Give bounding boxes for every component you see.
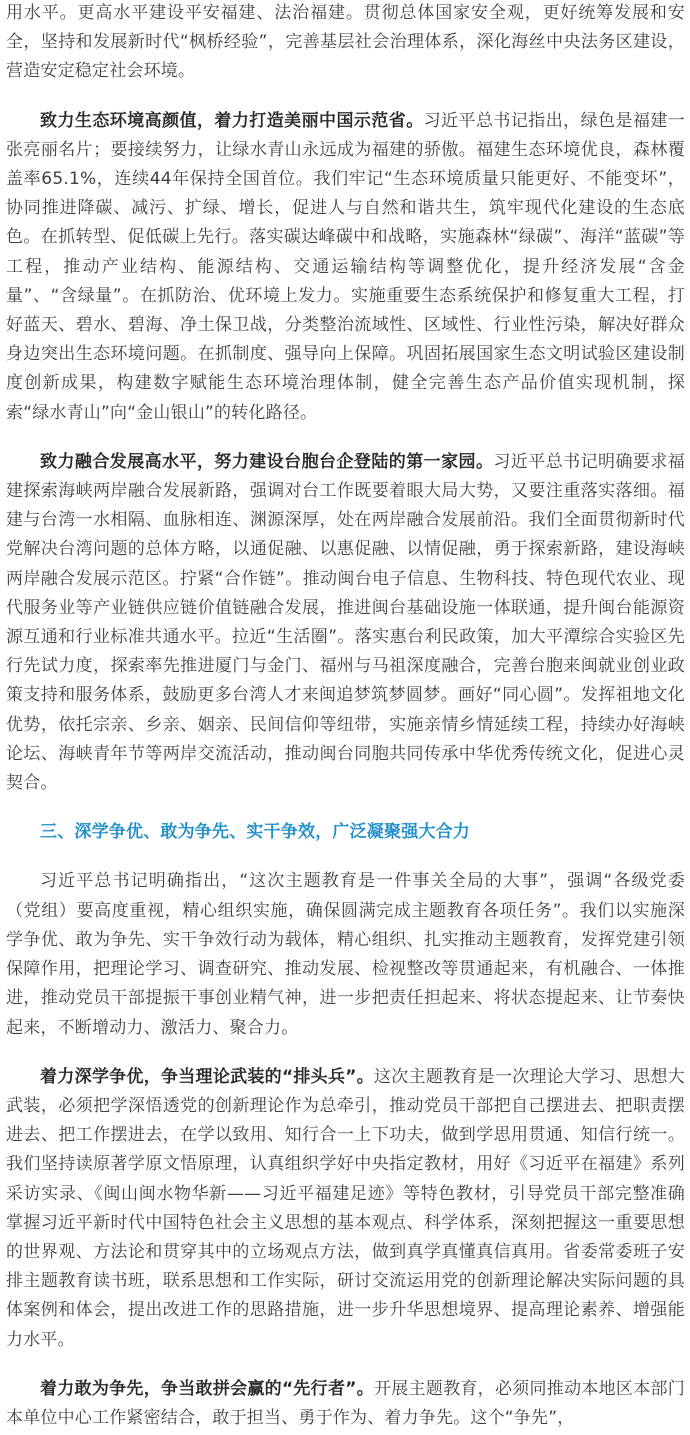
paragraph-integration [6, 448, 685, 798]
paragraph-gap [6, 87, 685, 107]
paragraph-lead: 致力生态环境高颜值，着力打造美丽中国示范省。 [40, 110, 424, 131]
paragraph-deep-study [6, 1063, 685, 1355]
paragraph-lead: 着力敢为争先，争当敢拼会赢的“先行者”。 [40, 1378, 374, 1399]
paragraph-text: 习近平总书记明确要求福建探索海峡两岸融合发展新路，强调对台工作既要着眼大局大势，又要注重落实落细。福建与台湾一水相隔、血脉相连、渊源深厚，处在两岸融合发展前沿。我们全面贯彻新时代党解决台湾问题的总体方略，以通促融、以惠促融、以情促融，勇于探索新路，建设海峡两岸融合发展示范区。拧紧“合作链”。推动闽台电子信息、生物科技、特色现代农业、现代服务业等产业链供应链价值链融合发展，推进闽台基础设施一体联通，提升闽台能源资源互通和行业标准共通水平。拉近“生活圈”。落实惠台利民政策，加大平潭综合实验区先行先试力度，探索率先推进厦门与金门、福州与马祖深度融合，完善台胞来闽就业创业政策支持和服务体系，鼓励更多台湾人才来闽追梦筑梦圆梦。画好“同心圆”。发挥祖地文化优势，依托宗亲、乡亲、姻亲、民间信仰等纽带，实施亲情乡情延续工程，持续办好海峡论坛、海峡青年节等两岸交流活动，推动闽台同胞共同传承中华优秀传统文化，促进心灵契合。 [6, 451, 685, 794]
paragraph-lead: 致力融合发展高水平，努力建设台胞台企登陆的第一家园。 [40, 451, 494, 472]
section-heading: 三、深学争优、敢为争先、实干争效，广泛凝聚强大合力 [40, 822, 470, 843]
paragraph-gap [6, 847, 685, 867]
paragraph-rule-of-law [6, 0, 685, 87]
paragraph-text: 用水平。更高水平建设平安福建、法治福建。贯彻总体国家安全观，更好统筹发展和安全，坚持和发展新时代“枫桥经验”，完善基层社会治理体系，深化海丝中央法务区建设，营造安定稳定社会环境。 [6, 3, 685, 82]
paragraph-text: 这次主题教育是一次理论大学习、思想大武装，必须把学深悟透党的创新理论作为总牵引，推动党员干部把自己摆进去、把职责摆进去、把工作摆进去，在学以致用、知行合一上下功夫，做到学思用贯通、知信行统一。我们坚持读原著学原文悟原理，认真组织学好中央指定教材，用好《习近平在福建》系列采访实录、《闽山闽水物华新——习近平福建足迹》等特色教材，引导党员干部完整准确掌握习近平新时代中国特色社会主义思想的基本观点、科学体系，深刻把握这一重要思想的世界观、方法论和贯穿其中的立场观点方法，做到真学真懂真信真用。省委常委班子安排主题教育读书班，联系思想和工作实际，研讨交流运用党的创新理论解决实际问题的具体案例和体会，提出改进工作的思路措施，进一步升华思想境界、提高理论素养、增强能力水平。 [6, 1066, 685, 1350]
paragraph-gap [6, 798, 685, 818]
paragraph-gap [6, 1043, 685, 1063]
paragraph-gap [6, 1355, 685, 1375]
paragraph-ecology [6, 107, 685, 428]
paragraph-theme-education [6, 867, 685, 1042]
paragraph-dare-to-lead [6, 1375, 685, 1433]
paragraph-gap [6, 428, 685, 448]
paragraph-text: 开展主题教育，必须同推动本地区本部门本单位中心工作紧密结合，敢于担当、勇于作为、着力争先。这个“争先”， [6, 1378, 685, 1428]
paragraph-text: 习近平总书记指出，绿色是福建一张亮丽名片；要接续努力，让绿水青山永远成为福建的骄傲。福建生态环境优良，森林覆盖率65.1%，连续44年保持全国首位。我们牢记“生态环境质量只能更好、不能变坏”，协同推进降碳、减污、扩绿、增长，促进人与自然和谐共生，筑牢现代化建设的生态底色。在抓转型、促低碳上先行。落实碳达峰碳中和战略，实施森林“绿碳”、海洋“蓝碳”等工程，推动产业结构、能源结构、交通运输结构等调整优化，提升经济发展“含金量”、“含绿量”。在抓防治、优环境上发力。实施重要生态系统保护和修复重大工程，打好蓝天、碧水、碧海、净土保卫战，分类整治流域性、区域性、行业性污染，解决好群众身边突出生态环境问题。在抓制度、强导向上保障。巩固拓展国家生态文明试验区建设制度创新成果，构建数字赋能生态环境治理体制，健全完善生态产品价值实现机制，探索“绿水青山”向“金山银山”的转化路径。 [6, 110, 685, 423]
paragraph-lead: 着力深学争优，争当理论武装的“排头兵”。 [40, 1066, 374, 1087]
paragraph-text: 习近平总书记明确指出，“这次主题教育是一件事关全局的大事”，强调“各级党委（党组）要高度重视，精心组织实施，确保圆满完成主题教育各项任务”。我们以实施深学争优、敢为争先、实干争效行动为载体，精心组织、扎实推动主题教育，发挥党建引领保障作用，把理论学习、调查研究、推动发展、检视整改等贯通起来，有机融合、一体推进，推动党员干部提振干事创业精气神，进一步把责任担起来、将状态提起来、让节奏快起来，不断增动力、激活力、聚合力。 [6, 871, 685, 1038]
